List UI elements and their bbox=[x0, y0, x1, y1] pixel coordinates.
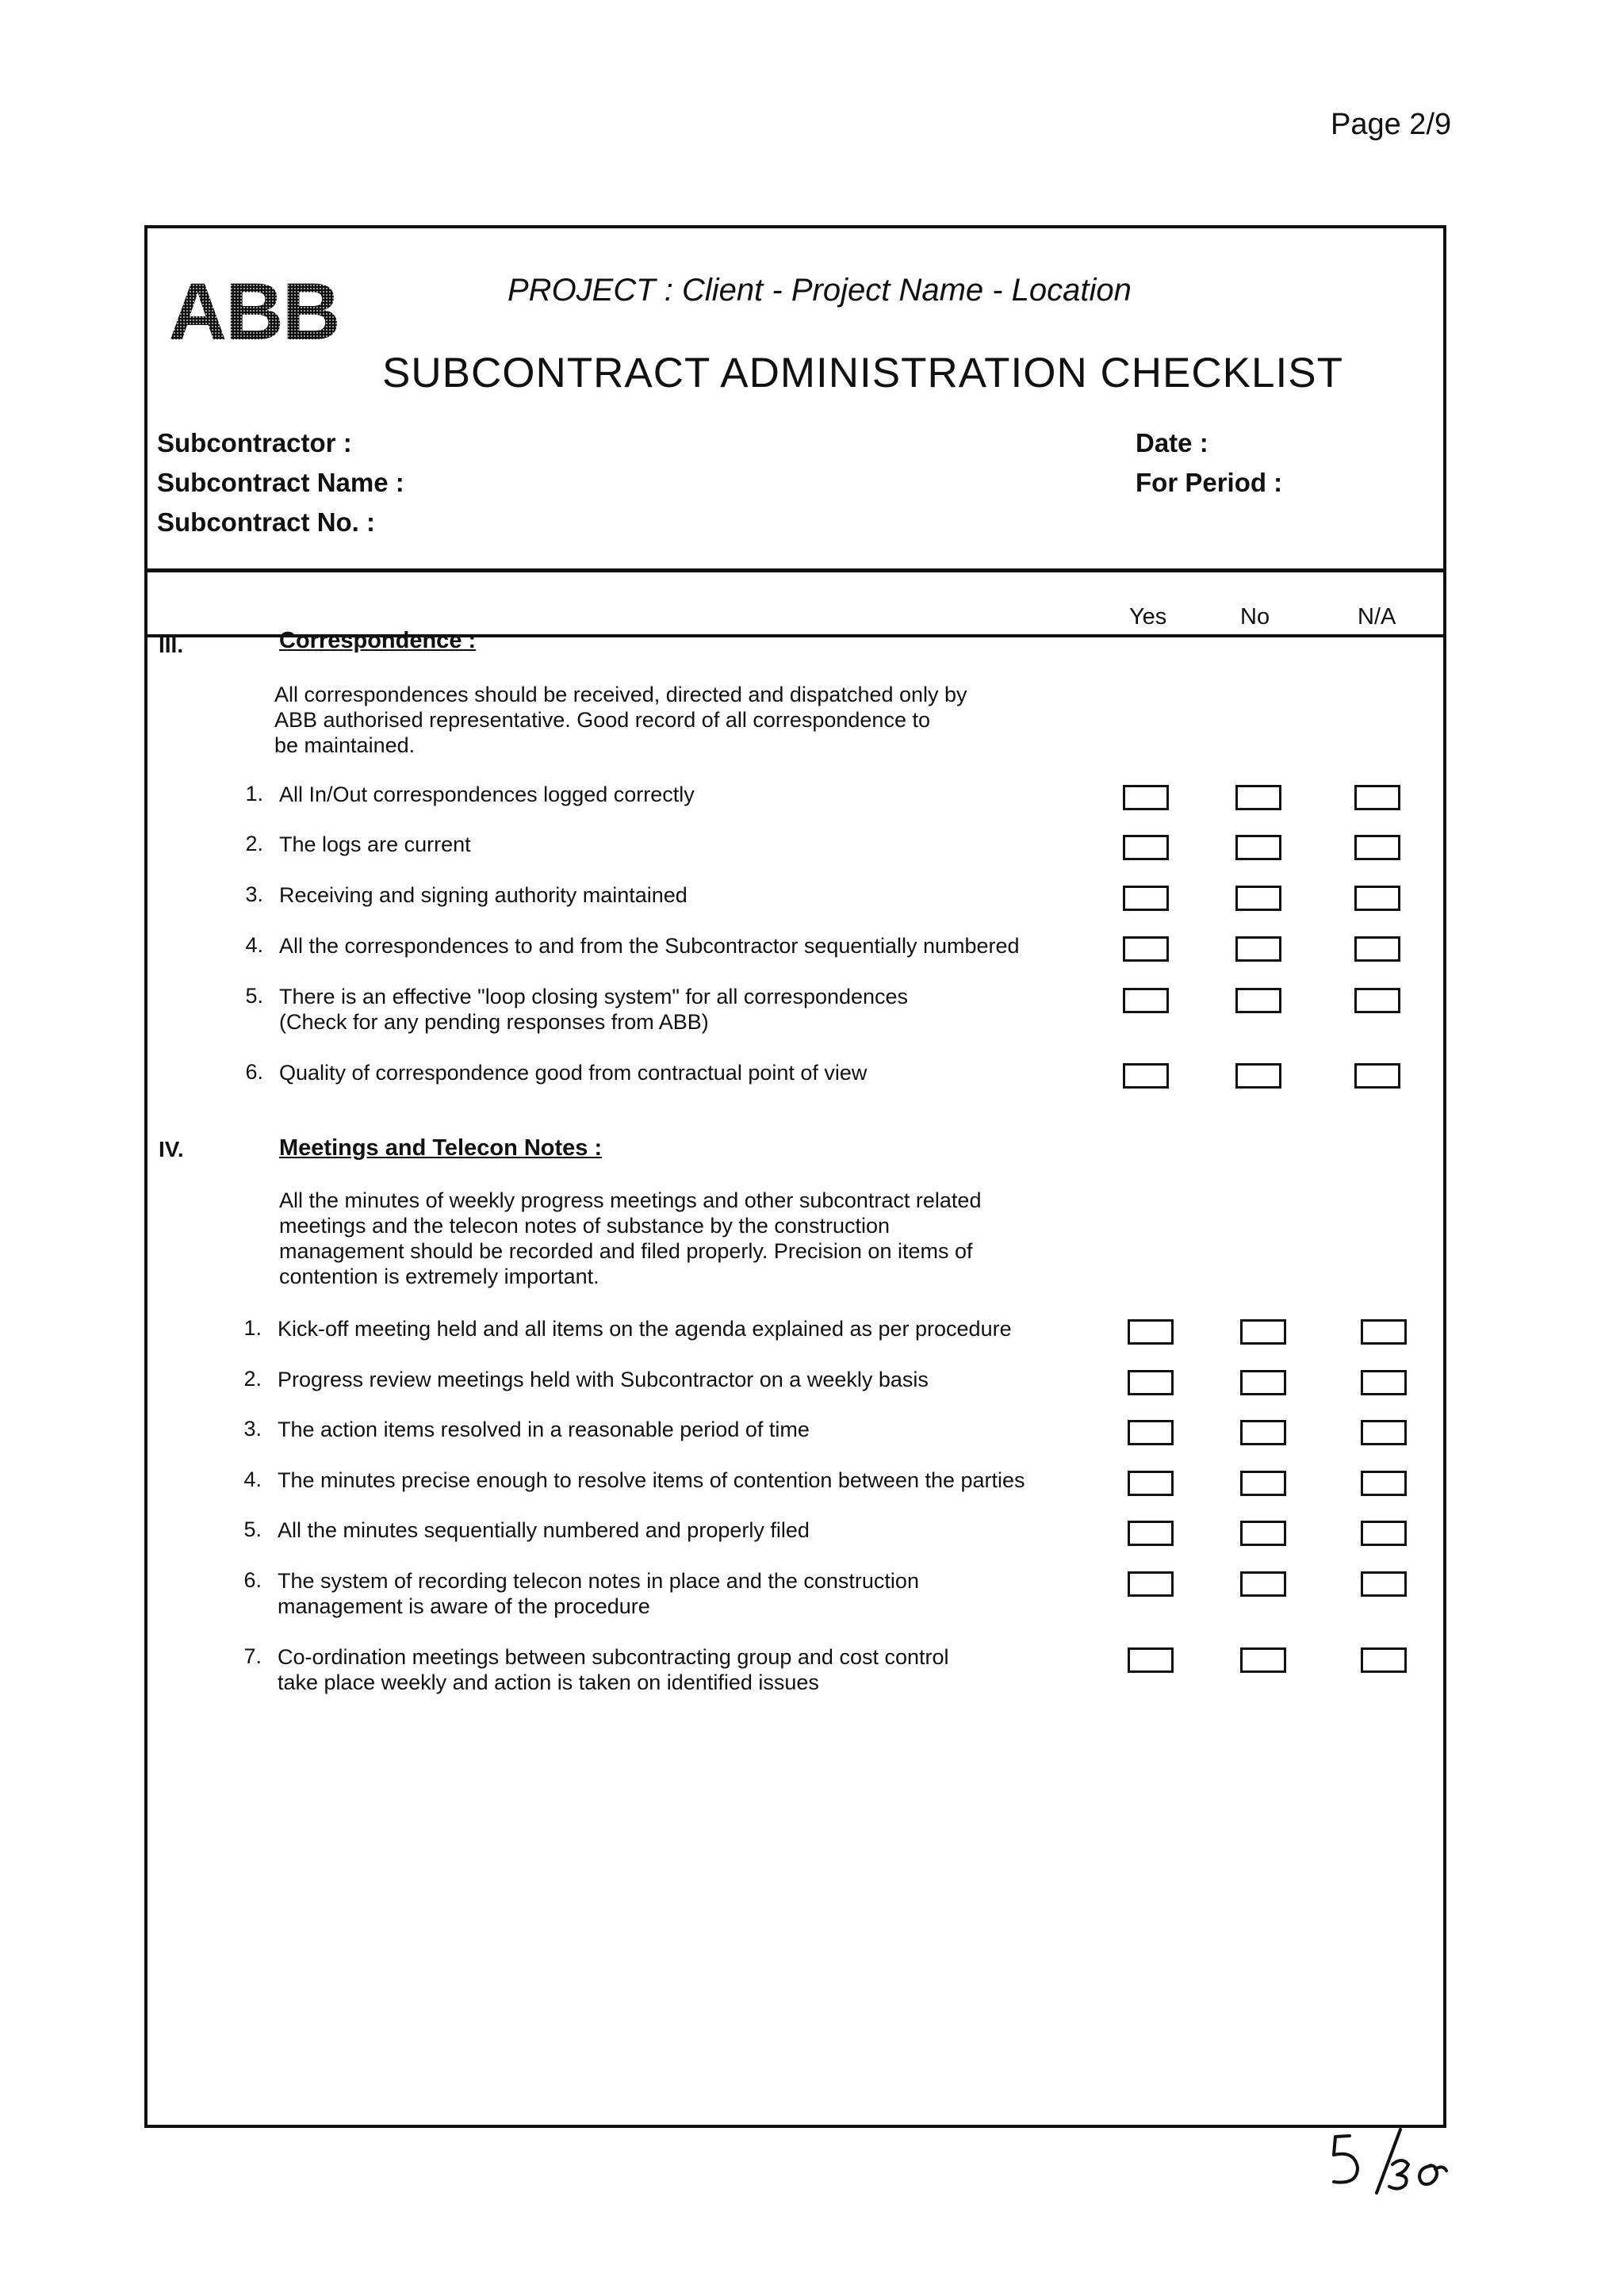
na-checkbox[interactable] bbox=[1361, 1420, 1407, 1445]
subcontractor-label: Subcontractor : bbox=[157, 428, 352, 457]
yes-column-header: Yes bbox=[1129, 604, 1167, 629]
na-checkbox[interactable] bbox=[1361, 1370, 1407, 1395]
handwritten-page-count bbox=[1320, 2125, 1462, 2196]
yes-checkbox[interactable] bbox=[1128, 1571, 1174, 1597]
subcontract-name-label: Subcontract Name : bbox=[157, 468, 404, 497]
no-checkbox[interactable] bbox=[1240, 1471, 1286, 1496]
na-checkbox[interactable] bbox=[1354, 886, 1400, 911]
na-checkbox[interactable] bbox=[1354, 988, 1400, 1013]
date-label: Date : bbox=[1136, 428, 1208, 457]
na-checkbox[interactable] bbox=[1354, 785, 1400, 810]
no-checkbox[interactable] bbox=[1235, 785, 1281, 810]
yes-checkbox[interactable] bbox=[1123, 785, 1169, 810]
na-checkbox[interactable] bbox=[1361, 1471, 1407, 1496]
yes-checkbox[interactable] bbox=[1123, 988, 1169, 1013]
header-divider bbox=[147, 568, 1445, 572]
section-intro: All the minutes of weekly progress meetings and other subcontract related meetings and the telecon notes of substance by the construction management should be recorded and filed properly. Precision on items of contention is extremely important. bbox=[279, 1188, 982, 1288]
project-line: PROJECT : Client - Project Name - Location bbox=[508, 273, 1132, 308]
yes-checkbox[interactable] bbox=[1128, 1319, 1174, 1345]
yes-checkbox[interactable] bbox=[1123, 936, 1169, 962]
yes-checkbox[interactable] bbox=[1128, 1521, 1174, 1546]
na-checkbox[interactable] bbox=[1361, 1571, 1407, 1597]
section-number: IV. bbox=[159, 1137, 184, 1161]
na-checkbox[interactable] bbox=[1354, 936, 1400, 962]
na-checkbox[interactable] bbox=[1361, 1319, 1407, 1345]
na-checkbox[interactable] bbox=[1361, 1647, 1407, 1673]
yes-checkbox[interactable] bbox=[1123, 835, 1169, 860]
yes-checkbox[interactable] bbox=[1123, 1063, 1169, 1089]
period-label: For Period : bbox=[1136, 468, 1283, 497]
na-checkbox[interactable] bbox=[1354, 835, 1400, 860]
yes-checkbox[interactable] bbox=[1123, 886, 1169, 911]
no-checkbox[interactable] bbox=[1240, 1370, 1286, 1395]
yes-checkbox[interactable] bbox=[1128, 1370, 1174, 1395]
subcontract-no-label: Subcontract No. : bbox=[157, 507, 376, 537]
no-checkbox[interactable] bbox=[1235, 886, 1281, 911]
no-checkbox[interactable] bbox=[1235, 1063, 1281, 1089]
page-number: Page 2/9 bbox=[1331, 108, 1452, 141]
no-column-header: No bbox=[1240, 604, 1270, 629]
checklist-title: SUBCONTRACT ADMINISTRATION CHECKLIST bbox=[382, 350, 1343, 396]
na-checkbox[interactable] bbox=[1354, 1063, 1400, 1089]
no-checkbox[interactable] bbox=[1240, 1647, 1286, 1673]
na-checkbox[interactable] bbox=[1361, 1521, 1407, 1546]
yes-checkbox[interactable] bbox=[1128, 1420, 1174, 1445]
no-checkbox[interactable] bbox=[1240, 1420, 1286, 1445]
no-checkbox[interactable] bbox=[1240, 1521, 1286, 1546]
section-title: Meetings and Telecon Notes : bbox=[279, 1135, 603, 1161]
no-checkbox[interactable] bbox=[1235, 835, 1281, 860]
no-checkbox[interactable] bbox=[1240, 1571, 1286, 1597]
section-title: Correspondence : bbox=[279, 628, 477, 653]
section-number: III. bbox=[159, 633, 184, 657]
no-checkbox[interactable] bbox=[1235, 988, 1281, 1013]
yes-checkbox[interactable] bbox=[1128, 1471, 1174, 1496]
abb-logo bbox=[167, 274, 341, 347]
yes-checkbox[interactable] bbox=[1128, 1647, 1174, 1673]
section-intro: All correspondences should be received, directed and dispatched only by ABB authorised representative. Good record of all correspondence to be maintained. bbox=[274, 683, 967, 757]
no-checkbox[interactable] bbox=[1240, 1319, 1286, 1345]
na-column-header: N/A bbox=[1358, 604, 1396, 629]
abb-logo-text: ABB bbox=[168, 274, 339, 347]
no-checkbox[interactable] bbox=[1235, 936, 1281, 962]
